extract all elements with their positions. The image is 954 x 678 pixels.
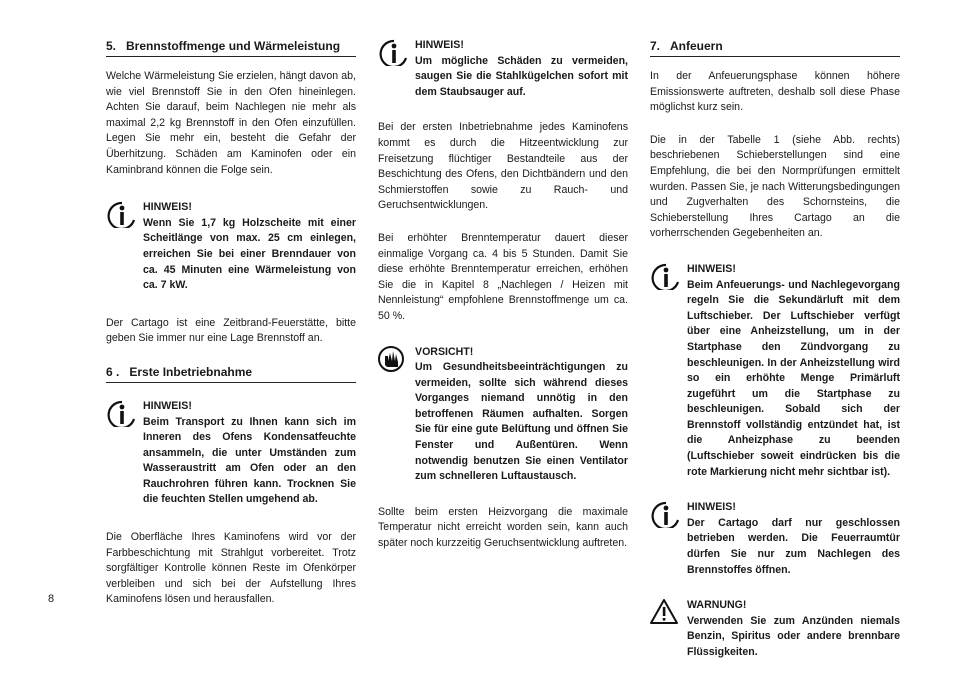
note-box	[106, 200, 356, 294]
note-text: Um mögliche Schäden zu vermeiden, saugen Sie die Stahlkügelchen sofort mit dem Staubsauger auf.	[415, 54, 628, 98]
section-number: 6 .	[106, 364, 120, 379]
section-5-heading	[106, 38, 356, 57]
note-text: Beim Anfeuerungs- und Nachlegevorgang regeln Sie die Sekundärluft mit dem Luftschieber. Der Luftschieber verfügt über eine Anheizstellung, um in der Startphase den Zündvorgang zu beschleunigen. In der Anheizstellung wird so ein erhöhte Menge Primärluft zugeführt um die Startphase zu beschleunigen. Sobald sich der Brennstoff vollständig entzündet hat, ist die Anheizphase zu beenden (Luftschieber soweit eindrücken bis die rote Markierung nicht mehr sichtbar ist).	[687, 278, 900, 478]
note-text: Wenn Sie 1,7 kg Holzscheite mit einer Scheitlänge von max. 25 cm einlegen, erreichen Sie bei einer Brenndauer von ca. 45 Minuten eine Wärmeleistung von ca. 7 kW.	[143, 216, 356, 292]
note-title: HINWEIS!	[143, 201, 192, 214]
note-box	[378, 38, 628, 100]
section-number: 5.	[106, 39, 117, 53]
paragraph: Welche Wärmeleistung Sie erzielen, hängt davon ab, wie viel Brennstoff Sie in den Ofen hineinlegen. Achten Sie darauf, beim Nachlegen nie mehr als maximal 2,2 kg Brennstoff in den Ofen einzufüllen. Legen Sie mehr ein, besteht die Gefahr der Überhitzung. Schäden am Kaminofen oder ein Kaminbrand können die Folge sein.	[106, 70, 356, 176]
paragraph: Bei erhöhter Brenntemperatur dauert dieser einmalige Vorgang ca. 4 bis 5 Stunden. Damit Sie diese erhöhte Brenntemperatur erreichen, erhöhen Sie die in Kapitel 8 „Nachlegen / Heizen mit Nennleistung“ empfohlene Brennstoffmenge um ca. 50 %.	[378, 231, 628, 322]
section-title: Anfeuern	[670, 39, 723, 53]
note-title: HINWEIS!	[143, 399, 192, 412]
note-title: HINWEIS!	[415, 39, 464, 51]
section-title: Erste Inbetriebnahme	[129, 364, 253, 379]
note-text: Der Cartago darf nur geschlossen betrieben werden. Die Feuerraumtür dürfen Sie nur zum Nachlegen des Brennstoffes öffnen.	[687, 516, 900, 576]
column-left	[106, 38, 356, 625]
paragraph: Bei der ersten Inbetriebnahme jedes Kaminofens kommt es durch die Hitzeentwicklung zur Freisetzung flüchtiger Bestandteile aus der Beschichtung des Ofens, den Dichtbändern und den Schmierstoffen sowie zu Rauch- und Geruchsentwicklungen.	[378, 121, 628, 212]
column-middle	[378, 38, 628, 569]
info-icon	[650, 500, 682, 528]
section-7-heading	[650, 38, 900, 57]
page-number: 8	[48, 593, 55, 605]
caution-text: Um Gesundheitsbeeinträchtigungen zu vermeiden, sollte sich während dieses Vorganges niemand unnötig in den betroffenen Räumen aufhalten. Sorgen Sie für eine gute Belüftung und öffnen Sie Fenster und Außentüren. Wenn notwendig benutzen Sie einen Ventilator zum schnelleren Luftaustausch.	[415, 361, 628, 483]
caution-title: VORSICHT!	[415, 345, 474, 358]
warning-text: Verwenden Sie zum Anzünden niemals Benzin, Spiritus oder andere brennbare Flüssigkeiten.	[687, 614, 900, 658]
paragraph: Die in der Tabelle 1 (siehe Abb. rechts) beschriebenen Schieberstellungen sind eine Empfehlung, die bei den Normprüfungen ermittelt wurden. Passen Sie, je nach Witterungsbedingungen und Zugverhalten des Schornsteins, die Schieberstellung Ihres Cartago an die vorherrschenden Gegebenheiten an.	[650, 133, 900, 240]
info-icon	[106, 200, 138, 228]
section-6-heading	[106, 364, 356, 383]
note-box	[106, 399, 356, 508]
info-icon	[378, 38, 410, 66]
section-title: Brennstoffmenge und Wärmeleistung	[126, 39, 341, 53]
note-title: HINWEIS!	[687, 262, 736, 275]
note-box	[650, 500, 900, 578]
warning-icon	[650, 598, 682, 626]
section-number: 7.	[650, 39, 661, 53]
info-icon	[106, 399, 138, 427]
paragraph: In der Anfeuerungsphase können höhere Emissionswerte auftreten, deshalb soll diese Phase möglichst kurz sein.	[650, 70, 900, 114]
note-text: Beim Transport zu Ihnen kann sich im Inneren des Ofens Kondensatfeuchte ansammeln, die unter Umständen zum Wasseraustritt am Ofen oder an den Rauchrohren führen kann. Trocknen Sie die feuchten Stellen umgehend ab.	[143, 415, 356, 506]
caution-icon	[378, 345, 410, 373]
warning-box	[650, 598, 900, 660]
note-title: HINWEIS!	[687, 501, 736, 514]
caution-box	[378, 345, 628, 485]
warning-title: WARNUNG!	[687, 599, 747, 612]
note-box	[650, 262, 900, 480]
info-icon	[650, 262, 682, 290]
paragraph: Sollte beim ersten Heizvorgang die maximale Temperatur nicht erreicht worden sein, kann auch später noch kurzzeitig Geruchsentwicklung auftreten.	[378, 505, 628, 550]
paragraph: Der Cartago ist eine Zeitbrand-Feuerstätte, bitte geben Sie immer nur eine Lage Brennstoff an.	[106, 316, 356, 345]
column-right	[650, 38, 900, 678]
paragraph: Die Oberfläche Ihres Kaminofens wird vor der Farbbeschichtung mit Strahlgut vorbereitet. Trotz sorgfältiger Kontrolle können Reste im Ofenkörper verbleiben und sich bei der Aufstellung Ihres Kaminofens lösen und herausfallen.	[106, 531, 356, 606]
